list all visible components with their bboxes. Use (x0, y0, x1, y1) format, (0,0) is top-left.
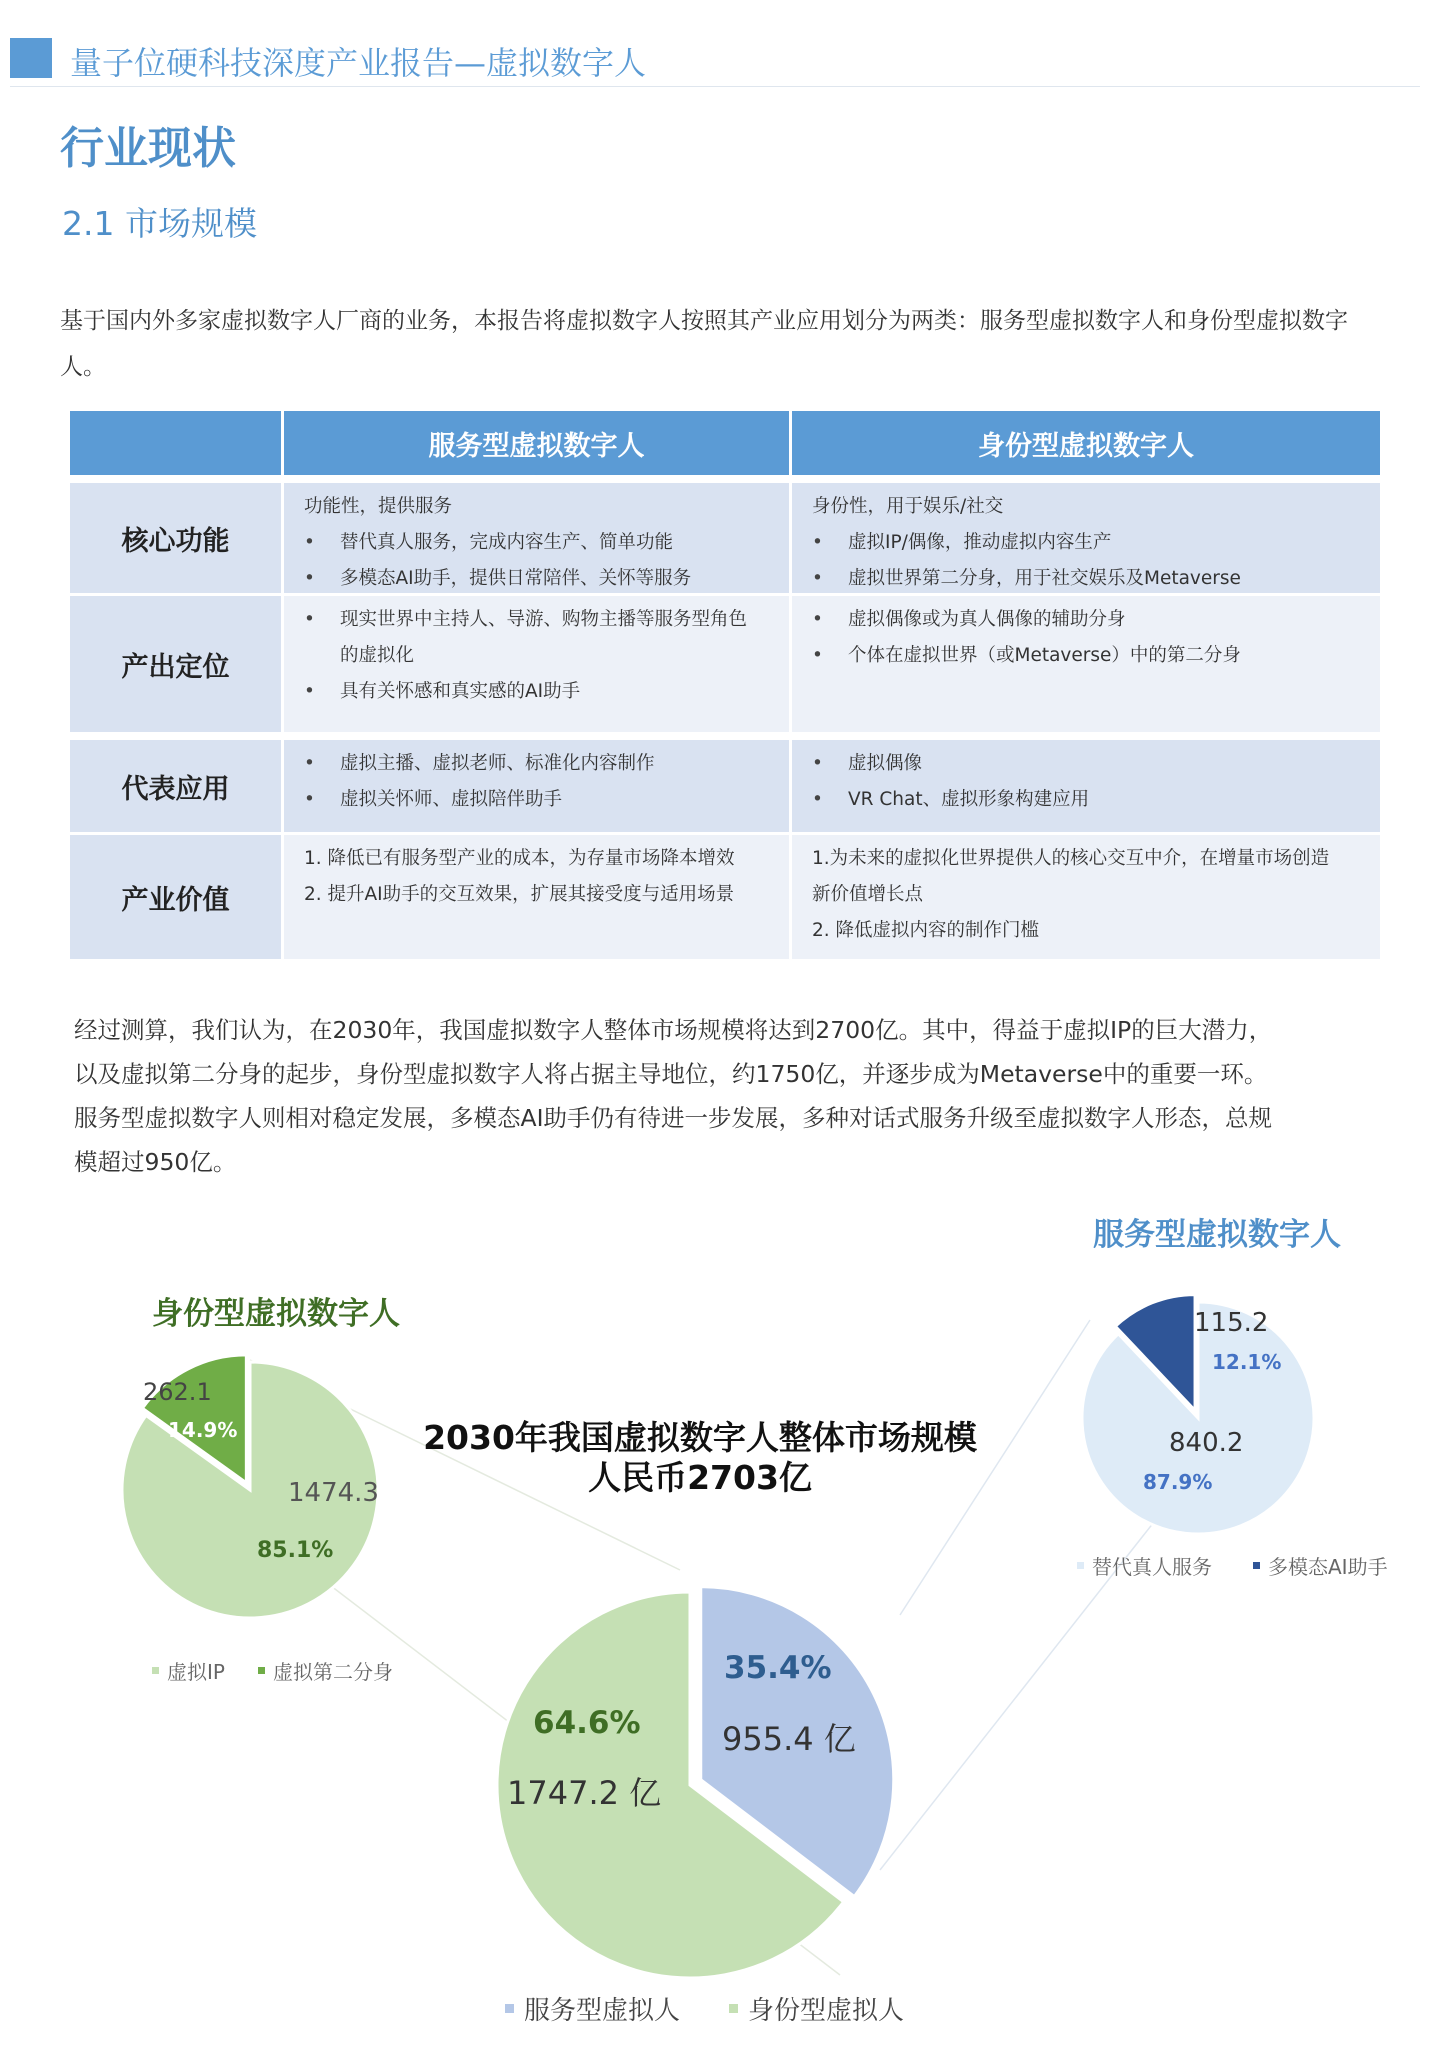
paragraph-line: 经过测算，我们认为，在2030年，我国虚拟数字人整体市场规模将达到2700亿。其中，得益于虚拟IP的巨大潜力， (74, 1016, 1273, 1044)
legend-swatch (152, 1667, 159, 1674)
legend-swatch (258, 1667, 265, 1674)
service-chart-title: 服务型虚拟数字人 (1093, 1217, 1341, 1253)
identity-legend-ip (152, 1656, 225, 1685)
service-legend-ai (1253, 1551, 1388, 1580)
main-identity-percent: 64.6% (533, 1705, 641, 1741)
header-title: 量子位硬科技深度产业报告—虚拟数字人 (70, 44, 647, 82)
legend-label: 身份型虚拟人 (748, 1996, 905, 2026)
paragraph-line: 以及虚拟第二分身的起步，身份型虚拟数字人将占据主导地位，约1750亿，并逐步成为Metaverse中的重要一环。 (74, 1060, 1268, 1088)
cell-bullet: • 虚拟关怀师、虚拟陪伴助手 (304, 782, 769, 818)
table-header-service: 服务型虚拟数字人 (281, 411, 789, 475)
legend-swatch (505, 2004, 514, 2013)
cell-line: 2. 降低虚拟内容的制作门槛 (812, 920, 1040, 941)
legend-swatch (1077, 1562, 1084, 1569)
cell-line: 2. 提升AI助手的交互效果，扩展其接受度与适用场景 (304, 884, 735, 905)
main-identity-value: 1747.2 亿 (507, 1774, 662, 1812)
main-service-value: 955.4 亿 (722, 1720, 856, 1758)
service-ai-percent: 12.1% (1212, 1350, 1282, 1374)
cell-bullet: • 多模态AI助手，提供日常陪伴、关怀等服务 (304, 561, 769, 597)
cell-bullet: • VR Chat、虚拟形象构建应用 (812, 782, 1360, 818)
row-label: 产业价值 (70, 835, 281, 959)
cell-line: 身份性，用于娱乐/社交 (812, 496, 1004, 517)
legend-swatch (729, 2004, 738, 2013)
legend-label: 服务型虚拟人 (524, 1996, 681, 2026)
paragraph-line: 服务型虚拟数字人则相对稳定发展，多模态AI助手仍有待进一步发展，多种对话式服务升级至虚拟数字人形态，总规 (74, 1104, 1273, 1132)
cell-bullet: • 虚拟世界第二分身，用于社交娱乐及Metaverse (812, 561, 1360, 597)
main-chart-title: 2030年我国虚拟数字人整体市场规模 (423, 1418, 977, 1457)
legend-label: 多模态AI助手 (1268, 1555, 1388, 1579)
cell-bullet: • 个体在虚拟世界（或Metaverse）中的第二分身 (812, 638, 1360, 674)
section-title: 行业现状 (60, 123, 236, 174)
cell-bullet: • 虚拟主播、虚拟老师、标准化内容制作 (304, 746, 769, 782)
legend-swatch (1253, 1562, 1260, 1569)
cell-bullet: • 虚拟偶像 (812, 746, 1360, 782)
cell-line: 1.为未来的虚拟化世界提供人的核心交互中介，在增量市场创造 (812, 848, 1330, 869)
identity-ip-value: 1474.3 (288, 1478, 379, 1508)
row-label: 代表应用 (121, 773, 230, 805)
intro-paragraph: 基于国内外多家虚拟数字人厂商的业务，本报告将虚拟数字人按照其产业应用划分为两类：服务型虚拟数字人和身份型虚拟数字人。 (60, 308, 1348, 380)
cell-bullet: • 具有关怀感和真实感的AI助手 (304, 674, 769, 710)
cell-bullet: • 虚拟IP/偶像，推动虚拟内容生产 (812, 525, 1360, 561)
subsection-title: 2.1 市场规模 (62, 204, 257, 243)
identity-second-percent: 14.9% (168, 1418, 238, 1442)
identity-legend-second (258, 1656, 393, 1685)
service-human-percent: 87.9% (1143, 1470, 1213, 1494)
main-service-percent: 35.4% (724, 1650, 832, 1686)
main-legend-service (505, 1990, 680, 2027)
cell-line: 的虚拟化 (340, 645, 415, 666)
main-chart-subtitle: 人民币2703亿 (588, 1458, 812, 1497)
cell-bullet: • 替代真人服务，完成内容生产、简单功能 (304, 525, 769, 561)
service-human-value: 840.2 (1169, 1428, 1244, 1458)
paragraph-line: 模超过950亿。 (74, 1148, 237, 1176)
row-label: 产出定位 (70, 596, 281, 732)
identity-ip-percent: 85.1% (257, 1538, 334, 1563)
row-label: 核心功能 (121, 525, 230, 557)
cell-bullet: • 虚拟偶像或为真人偶像的辅助分身 (812, 602, 1360, 638)
cell-line: 1. 降低已有服务型产业的成本，为存量市场降本增效 (304, 848, 735, 869)
cell-line: 新价值增长点 (812, 884, 924, 905)
legend-label: 虚拟第二分身 (273, 1660, 393, 1684)
table-header-identity: 身份型虚拟数字人 (789, 411, 1380, 475)
cell-bullet: • 现实世界中主持人、导游、购物主播等服务型角色 (304, 602, 769, 638)
legend-label: 替代真人服务 (1092, 1555, 1212, 1579)
identity-second-value: 262.1 (143, 1378, 212, 1406)
identity-chart-title: 身份型虚拟数字人 (152, 1296, 400, 1332)
legend-label: 虚拟IP (167, 1660, 225, 1684)
service-legend-human (1077, 1551, 1212, 1580)
service-ai-value: 115.2 (1194, 1308, 1269, 1338)
cell-line: 功能性，提供服务 (304, 496, 453, 517)
main-legend-identity (729, 1990, 904, 2027)
